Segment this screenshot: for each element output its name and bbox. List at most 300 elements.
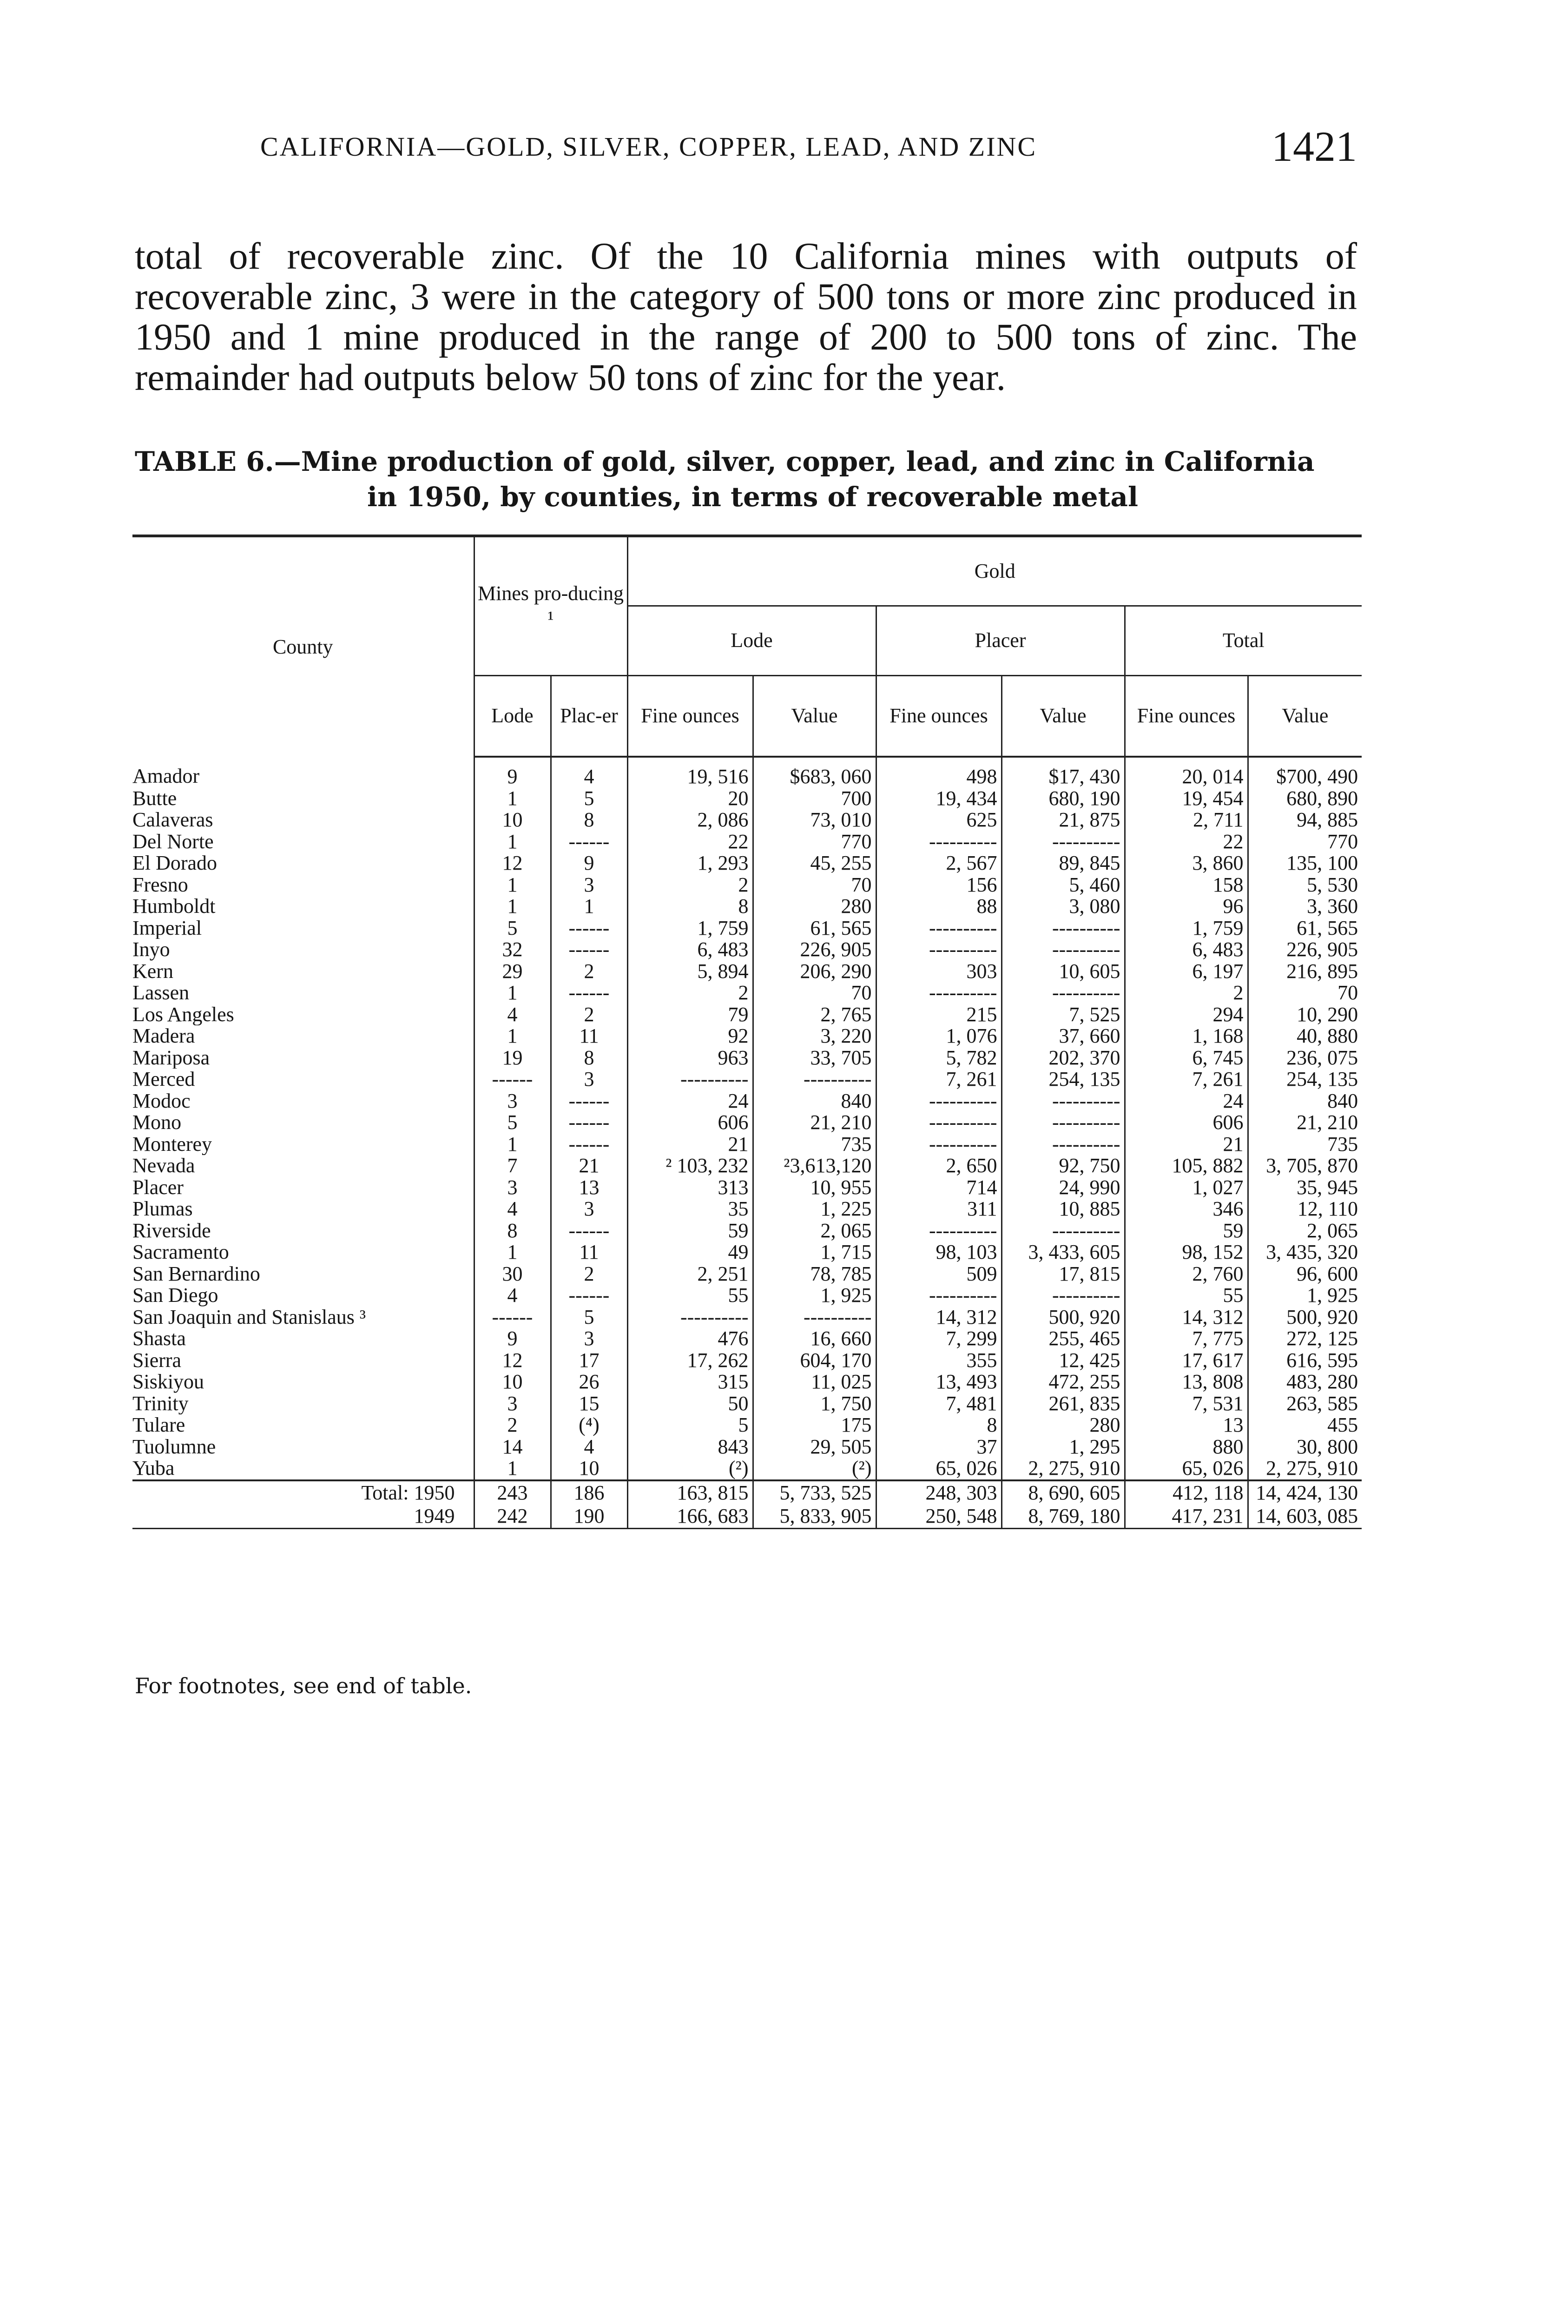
table-row [132, 809, 1362, 831]
lode-value-cell: 45, 255 [753, 852, 876, 874]
mines-lode-cell: 1 [474, 1241, 551, 1263]
table-row [132, 852, 1362, 874]
placer-ounces-cell: ---------- [876, 1220, 1001, 1242]
lode-value-cell: 73, 010 [753, 809, 876, 831]
placer-ounces-header: Fine ounces [876, 675, 1001, 757]
placer-ounces-cell: 156 [876, 874, 1001, 896]
mines-placer-cell: 8 [551, 1047, 627, 1069]
table-row [132, 1328, 1362, 1350]
placer-value-cell: 37, 660 [1001, 1025, 1125, 1047]
lode-ounces-cell: 606 [627, 1112, 753, 1134]
total-county-cell: 1949 [132, 1505, 474, 1529]
lode-value-cell: ²3,613,120 [753, 1155, 876, 1177]
table-caption [135, 444, 1362, 515]
lode-value-cell: 78, 785 [753, 1263, 876, 1285]
county-cell: Placer [132, 1176, 184, 1198]
total-ounces-cell: 1, 027 [1125, 1177, 1248, 1199]
lode-value-cell: 175 [753, 1414, 876, 1436]
placer-value-cell: $17, 430 [1001, 757, 1125, 788]
total-value-cell: 35, 945 [1248, 1177, 1362, 1199]
total-value-cell: 3, 360 [1248, 896, 1362, 918]
mines-lode-cell: 4 [474, 1285, 551, 1307]
lode-ounces-cell: 2 [627, 874, 753, 896]
total-value-cell: 500, 920 [1248, 1307, 1362, 1328]
county-cell: San Diego [132, 1285, 218, 1307]
lode-value-cell: 1, 715 [753, 1241, 876, 1263]
table-row [132, 1220, 1362, 1242]
mines-placer-cell: 4 [551, 757, 627, 788]
county-cell: Inyo [132, 939, 170, 961]
county-cell: Siskiyou [132, 1371, 204, 1393]
mines-lode-cell: 1 [474, 874, 551, 896]
placer-value-cell: ---------- [1001, 1090, 1125, 1112]
lode-ounces-cell: ² 103, 232 [627, 1155, 753, 1177]
lode-ounces-cell: ---------- [627, 1069, 753, 1090]
placer-ounces-cell: 5, 782 [876, 1047, 1001, 1069]
mines-placer-cell: 8 [551, 809, 627, 831]
total-value-cell: 616, 595 [1248, 1350, 1362, 1372]
table-row [132, 896, 1362, 918]
total-value-cell: 254, 135 [1248, 1069, 1362, 1090]
table-totals [132, 1480, 1362, 1529]
total-value-header: Value [1248, 675, 1362, 757]
placer-ounces-cell: 2, 650 [876, 1155, 1001, 1177]
total-ounces-cell: 6, 483 [1125, 939, 1248, 961]
mines-placer-cell: 21 [551, 1155, 627, 1177]
placer-value-cell: ---------- [1001, 831, 1125, 853]
lode-ounces-cell: 5 [627, 1414, 753, 1436]
county-cell: San Bernardino [132, 1263, 260, 1285]
caption-line-2: in 1950, by counties, in terms of recoverable metal [367, 481, 1139, 513]
total-mines-lode-cell: 243 [474, 1480, 551, 1505]
table-row [132, 918, 1362, 939]
lode-value-cell: 21, 210 [753, 1112, 876, 1134]
placer-ounces-cell: ---------- [876, 1134, 1001, 1155]
lode-ounces-header: Fine ounces [627, 675, 753, 757]
county-cell: Madera [132, 1025, 195, 1047]
total-ounces-cell: 7, 775 [1125, 1328, 1248, 1350]
total-value-cell: 770 [1248, 831, 1362, 853]
placer-ounces-cell: 7, 481 [876, 1393, 1001, 1415]
mines-lode-cell: 32 [474, 939, 551, 961]
total-value-cell: 61, 565 [1248, 918, 1362, 939]
total-value-cell: 10, 290 [1248, 1004, 1362, 1026]
total-value-cell: 30, 800 [1248, 1436, 1362, 1458]
total-ounces-cell: 7, 261 [1125, 1069, 1248, 1090]
total-value-cell: 96, 600 [1248, 1263, 1362, 1285]
total-ounces-cell: 2 [1125, 982, 1248, 1004]
footnote-note: For footnotes, see end of table. [135, 1673, 472, 1698]
table-row [132, 1004, 1362, 1026]
mines-lode-cell: 29 [474, 961, 551, 983]
lode-value-cell: 16, 660 [753, 1328, 876, 1350]
total-placer-ounces-cell: 248, 303 [876, 1480, 1001, 1505]
placer-ounces-cell: 303 [876, 961, 1001, 983]
mines-placer-cell: ------ [551, 1134, 627, 1155]
mines-lode-cell: 1 [474, 1458, 551, 1480]
total-ounces-cell: 105, 882 [1125, 1155, 1248, 1177]
mines-placer-cell: ------ [551, 1220, 627, 1242]
mines-placer-cell: 9 [551, 852, 627, 874]
table-body [132, 757, 1362, 1480]
lode-ounces-cell: 19, 516 [627, 757, 753, 788]
placer-value-cell: 89, 845 [1001, 852, 1125, 874]
mines-lode-cell: 9 [474, 1328, 551, 1350]
total-lode-ounces-cell: 166, 683 [627, 1505, 753, 1529]
total-group-header: Total [1125, 606, 1362, 675]
table-row [132, 1069, 1362, 1090]
page-number: 1421 [1272, 123, 1357, 170]
placer-ounces-cell: 88 [876, 896, 1001, 918]
total-value-cell: 272, 125 [1248, 1328, 1362, 1350]
lode-value-cell: 11, 025 [753, 1371, 876, 1393]
placer-value-cell: 2, 275, 910 [1001, 1458, 1125, 1480]
total-placer-value-cell: 8, 769, 180 [1001, 1505, 1125, 1529]
mines-placer-cell: 2 [551, 961, 627, 983]
placer-group-header: Placer [876, 606, 1125, 675]
mines-placer-cell: 5 [551, 788, 627, 810]
total-value-cell: 12, 110 [1248, 1198, 1362, 1220]
placer-value-cell: 21, 875 [1001, 809, 1125, 831]
lode-ounces-cell: 21 [627, 1134, 753, 1155]
mines-lode-cell: 12 [474, 852, 551, 874]
mines-placer-header: Plac-er [551, 675, 627, 757]
placer-ounces-cell: ---------- [876, 939, 1001, 961]
placer-value-cell: 17, 815 [1001, 1263, 1125, 1285]
mines-lode-cell: 4 [474, 1198, 551, 1220]
mines-placer-cell: 3 [551, 1198, 627, 1220]
lode-ounces-cell: 313 [627, 1177, 753, 1199]
total-lode-value-cell: 5, 733, 525 [753, 1480, 876, 1505]
total-mines-placer-cell: 186 [551, 1480, 627, 1505]
mines-placer-cell: 1 [551, 896, 627, 918]
placer-ounces-cell: 1, 076 [876, 1025, 1001, 1047]
table-row [132, 939, 1362, 961]
placer-ounces-cell: 19, 434 [876, 788, 1001, 810]
table-row [132, 1393, 1362, 1415]
placer-value-cell: 3, 433, 605 [1001, 1241, 1125, 1263]
table-row [132, 1285, 1362, 1307]
total-value-cell: 3, 435, 320 [1248, 1241, 1362, 1263]
lode-value-cell: 700 [753, 788, 876, 810]
county-cell: Mariposa [132, 1047, 210, 1069]
placer-value-cell: 261, 835 [1001, 1393, 1125, 1415]
lode-value-cell: 10, 955 [753, 1177, 876, 1199]
mines-lode-cell: 8 [474, 1220, 551, 1242]
mines-lode-cell: 1 [474, 1134, 551, 1155]
placer-ounces-cell: 13, 493 [876, 1371, 1001, 1393]
running-title: CALIFORNIA—GOLD, SILVER, COPPER, LEAD, AND ZINC [260, 132, 1037, 162]
table-row [132, 1134, 1362, 1155]
production-table [132, 535, 1362, 1529]
placer-value-cell: 202, 370 [1001, 1047, 1125, 1069]
total-ounces-cell: 19, 454 [1125, 788, 1248, 810]
lode-value-cell: 770 [753, 831, 876, 853]
table-row [132, 1350, 1362, 1372]
mines-lode-cell: 1 [474, 831, 551, 853]
lode-value-cell: 840 [753, 1090, 876, 1112]
lode-ounces-cell: 79 [627, 1004, 753, 1026]
lode-group-header: Lode [627, 606, 876, 675]
lode-ounces-cell: 55 [627, 1285, 753, 1307]
total-ounces-cell: 346 [1125, 1198, 1248, 1220]
mines-placer-cell: 17 [551, 1350, 627, 1372]
table-row [132, 1025, 1362, 1047]
lode-ounces-cell: 2, 251 [627, 1263, 753, 1285]
mines-lode-cell: ------ [474, 1069, 551, 1090]
placer-ounces-cell: 7, 299 [876, 1328, 1001, 1350]
lode-value-cell: $683, 060 [753, 757, 876, 788]
mines-placer-cell: 15 [551, 1393, 627, 1415]
lode-value-cell: 2, 765 [753, 1004, 876, 1026]
lode-value-cell: 1, 225 [753, 1198, 876, 1220]
county-cell: Lassen [132, 982, 190, 1004]
placer-value-cell: 92, 750 [1001, 1155, 1125, 1177]
placer-value-cell: 5, 460 [1001, 874, 1125, 896]
county-cell: Del Norte [132, 831, 214, 852]
lode-ounces-cell: 50 [627, 1393, 753, 1415]
total-county-cell: Total: 1950 [132, 1480, 474, 1505]
placer-value-header: Value [1001, 675, 1125, 757]
total-value-cell: 236, 075 [1248, 1047, 1362, 1069]
placer-value-cell: 254, 135 [1001, 1069, 1125, 1090]
total-value-cell: 2, 275, 910 [1248, 1458, 1362, 1480]
lode-ounces-cell: 59 [627, 1220, 753, 1242]
total-lode-ounces-cell: 163, 815 [627, 1480, 753, 1505]
placer-ounces-cell: 14, 312 [876, 1307, 1001, 1328]
total-lode-value-cell: 5, 833, 905 [753, 1505, 876, 1529]
lode-ounces-cell: 24 [627, 1090, 753, 1112]
total-ounces-cell: 880 [1125, 1436, 1248, 1458]
county-cell: San Joaquin and Stanislaus ³ [132, 1306, 366, 1328]
county-cell: Yuba [132, 1458, 175, 1479]
placer-ounces-cell: 625 [876, 809, 1001, 831]
production-table-wrapper [132, 535, 1362, 1529]
table-row [132, 1307, 1362, 1328]
county-cell: Monterey [132, 1133, 212, 1155]
total-ounces-cell: 17, 617 [1125, 1350, 1248, 1372]
lode-ounces-cell: 5, 894 [627, 961, 753, 983]
mines-lode-cell: 1 [474, 1025, 551, 1047]
total-value-cell: $700, 490 [1248, 757, 1362, 788]
county-cell: Tuolumne [132, 1436, 216, 1458]
lode-ounces-cell: 2 [627, 982, 753, 1004]
mines-lode-cell: 4 [474, 1004, 551, 1026]
county-cell: Butte [132, 787, 177, 809]
placer-value-cell: 7, 525 [1001, 1004, 1125, 1026]
lode-ounces-cell: 6, 483 [627, 939, 753, 961]
total-ounces-cell: 55 [1125, 1285, 1248, 1307]
total-value-cell: 735 [1248, 1134, 1362, 1155]
mines-placer-cell: ------ [551, 1112, 627, 1134]
county-cell: Tulare [132, 1414, 185, 1436]
mines-placer-cell: (⁴) [551, 1414, 627, 1436]
county-cell: Humboldt [132, 896, 216, 918]
table-row [132, 982, 1362, 1004]
lode-value-cell: ---------- [753, 1069, 876, 1090]
lode-ounces-cell: 1, 759 [627, 918, 753, 939]
table-row [132, 1177, 1362, 1199]
lode-value-cell: 3, 220 [753, 1025, 876, 1047]
placer-value-cell: 24, 990 [1001, 1177, 1125, 1199]
total-ounces-cell: 6, 745 [1125, 1047, 1248, 1069]
total-value-cell: 135, 100 [1248, 852, 1362, 874]
lode-value-cell: ---------- [753, 1307, 876, 1328]
county-cell: Shasta [132, 1328, 186, 1350]
county-cell: Calaveras [132, 809, 213, 831]
placer-value-cell: 10, 885 [1001, 1198, 1125, 1220]
mines-lode-cell: 19 [474, 1047, 551, 1069]
lode-value-header: Value [753, 675, 876, 757]
lode-ounces-cell: 8 [627, 896, 753, 918]
mines-lode-cell: 5 [474, 1112, 551, 1134]
mines-lode-cell: 12 [474, 1350, 551, 1372]
total-placer-value-cell: 8, 690, 605 [1001, 1480, 1125, 1505]
placer-ounces-cell: ---------- [876, 982, 1001, 1004]
total-value-cell: 263, 585 [1248, 1393, 1362, 1415]
lode-ounces-cell: 476 [627, 1328, 753, 1350]
total-ounces-cell: 2, 760 [1125, 1263, 1248, 1285]
lode-ounces-cell: ---------- [627, 1307, 753, 1328]
lode-value-cell: 1, 925 [753, 1285, 876, 1307]
lode-value-cell: (²) [753, 1458, 876, 1480]
mines-placer-cell: 3 [551, 1069, 627, 1090]
placer-ounces-cell: 7, 261 [876, 1069, 1001, 1090]
lode-ounces-cell: (²) [627, 1458, 753, 1480]
table-row [132, 1112, 1362, 1134]
mines-lode-cell: ------ [474, 1307, 551, 1328]
table-row [132, 757, 1362, 788]
table-row [132, 1198, 1362, 1220]
mines-lode-cell: 9 [474, 757, 551, 788]
placer-value-cell: ---------- [1001, 982, 1125, 1004]
table-row [132, 1263, 1362, 1285]
lode-ounces-cell: 92 [627, 1025, 753, 1047]
mines-placer-cell: 4 [551, 1436, 627, 1458]
county-cell: Imperial [132, 917, 202, 939]
county-cell: Modoc [132, 1090, 191, 1112]
lode-ounces-cell: 843 [627, 1436, 753, 1458]
lode-value-cell: 2, 065 [753, 1220, 876, 1242]
mines-lode-cell: 1 [474, 896, 551, 918]
total-ounces-cell: 1, 759 [1125, 918, 1248, 939]
table-row [132, 1047, 1362, 1069]
total-ounces-cell: 21 [1125, 1134, 1248, 1155]
placer-ounces-cell: 311 [876, 1198, 1001, 1220]
placer-value-cell: 255, 465 [1001, 1328, 1125, 1350]
placer-value-cell: 280 [1001, 1414, 1125, 1436]
mines-placer-cell: 3 [551, 1328, 627, 1350]
table-row [132, 1414, 1362, 1436]
total-value-cell: 680, 890 [1248, 788, 1362, 810]
mines-placer-cell: 10 [551, 1458, 627, 1480]
mines-placer-cell: ------ [551, 831, 627, 853]
placer-value-cell: 12, 425 [1001, 1350, 1125, 1372]
lode-ounces-cell: 17, 262 [627, 1350, 753, 1372]
mines-lode-cell: 1 [474, 982, 551, 1004]
placer-ounces-cell: 498 [876, 757, 1001, 788]
lode-value-cell: 1, 750 [753, 1393, 876, 1415]
county-cell: Plumas [132, 1198, 193, 1220]
mines-lode-cell: 10 [474, 809, 551, 831]
placer-ounces-cell: 65, 026 [876, 1458, 1001, 1480]
total-value-cell: 455 [1248, 1414, 1362, 1436]
lode-value-cell: 70 [753, 982, 876, 1004]
placer-ounces-cell: 509 [876, 1263, 1001, 1285]
lode-value-cell: 33, 705 [753, 1047, 876, 1069]
total-total-value-cell: 14, 603, 085 [1248, 1505, 1362, 1529]
mines-placer-cell: 11 [551, 1241, 627, 1263]
placer-value-cell: 500, 920 [1001, 1307, 1125, 1328]
total-value-cell: 40, 880 [1248, 1025, 1362, 1047]
mines-lode-cell: 3 [474, 1393, 551, 1415]
total-value-cell: 483, 280 [1248, 1371, 1362, 1393]
total-ounces-cell: 13 [1125, 1414, 1248, 1436]
mines-lode-cell: 2 [474, 1414, 551, 1436]
mines-lode-cell: 10 [474, 1371, 551, 1393]
table-row [132, 961, 1362, 983]
placer-ounces-cell: 8 [876, 1414, 1001, 1436]
placer-value-cell: 1, 295 [1001, 1436, 1125, 1458]
county-cell: Merced [132, 1069, 195, 1090]
total-total-ounces-cell: 412, 118 [1125, 1480, 1248, 1505]
lode-ounces-cell: 20 [627, 788, 753, 810]
lode-ounces-cell: 35 [627, 1198, 753, 1220]
total-ounces-cell: 20, 014 [1125, 757, 1248, 788]
running-head [260, 122, 1357, 173]
total-value-cell: 94, 885 [1248, 809, 1362, 831]
total-ounces-cell: 96 [1125, 896, 1248, 918]
placer-value-cell: ---------- [1001, 1220, 1125, 1242]
total-value-cell: 3, 705, 870 [1248, 1155, 1362, 1177]
placer-value-cell: ---------- [1001, 1285, 1125, 1307]
total-ounces-cell: 59 [1125, 1220, 1248, 1242]
lode-ounces-cell: 315 [627, 1371, 753, 1393]
table-row [132, 1241, 1362, 1263]
mines-placer-cell: 13 [551, 1177, 627, 1199]
county-cell: Trinity [132, 1393, 189, 1414]
mines-lode-cell: 3 [474, 1090, 551, 1112]
total-ounces-cell: 158 [1125, 874, 1248, 896]
total-ounces-cell: 7, 531 [1125, 1393, 1248, 1415]
table-row [132, 1090, 1362, 1112]
placer-ounces-cell: 2, 567 [876, 852, 1001, 874]
mines-placer-cell: 2 [551, 1263, 627, 1285]
mines-lode-cell: 7 [474, 1155, 551, 1177]
placer-value-cell: ---------- [1001, 1134, 1125, 1155]
total-ounces-cell: 98, 152 [1125, 1241, 1248, 1263]
total-ounces-cell: 22 [1125, 831, 1248, 853]
placer-ounces-cell: 215 [876, 1004, 1001, 1026]
placer-value-cell: 680, 190 [1001, 788, 1125, 810]
lode-value-cell: 226, 905 [753, 939, 876, 961]
mines-lode-cell: 30 [474, 1263, 551, 1285]
total-ounces-cell: 65, 026 [1125, 1458, 1248, 1480]
mines-lode-cell: 5 [474, 918, 551, 939]
total-ounces-cell: 294 [1125, 1004, 1248, 1026]
county-cell: Los Angeles [132, 1004, 234, 1025]
total-ounces-cell: 1, 168 [1125, 1025, 1248, 1047]
table-row [132, 1371, 1362, 1393]
lode-value-cell: 735 [753, 1134, 876, 1155]
lode-ounces-cell: 1, 293 [627, 852, 753, 874]
total-mines-lode-cell: 242 [474, 1505, 551, 1529]
placer-ounces-cell: ---------- [876, 918, 1001, 939]
county-cell: Sierra [132, 1349, 182, 1371]
totals-row [132, 1505, 1362, 1529]
county-cell: Amador [132, 765, 200, 787]
lode-value-cell: 604, 170 [753, 1350, 876, 1372]
